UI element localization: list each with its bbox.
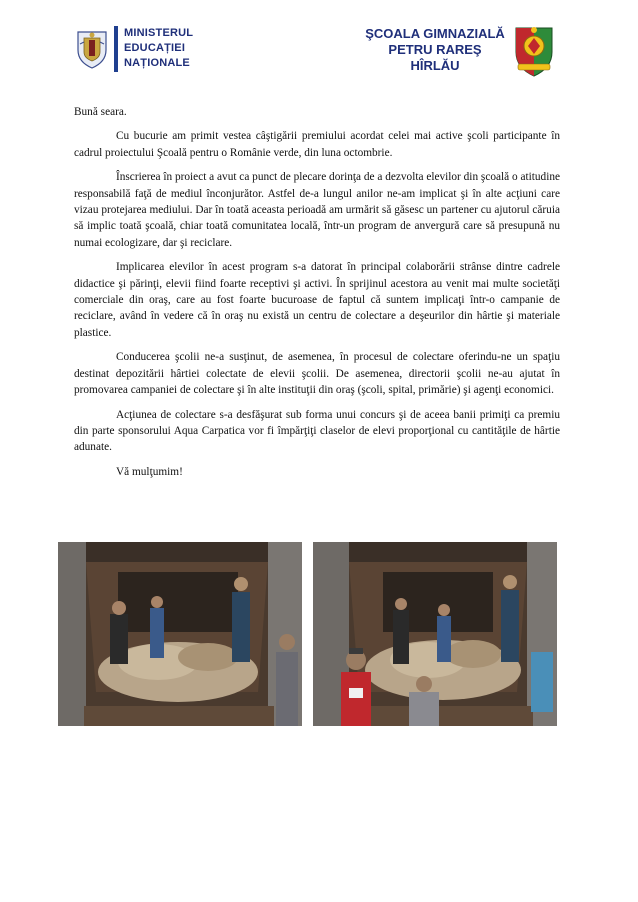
- ministry-line: NAȚIONALE: [124, 57, 190, 69]
- school-line: PETRU RAREŞ: [388, 42, 482, 57]
- ministry-line: EDUCAȚIEI: [124, 42, 186, 54]
- paragraph: Conducerea şcolii ne-a susţinut, de asemenea, în procesul de colectare oferindu-ne un spaţiu destinat depozitării hârtiei colectate de elevii şcolii. De asemenea, directorii şcolii ne-au ajutat în promovarea campaniei de colectare şi în alte instituţii din oraş (şcoli, spital, primărie) şi agenţi economici.: [74, 351, 560, 397]
- closing: Vă mulţumim!: [116, 465, 183, 478]
- school-name: [360, 26, 510, 74]
- school-header: [360, 24, 570, 80]
- school-emblem-icon: [510, 24, 558, 78]
- ministry-header: [74, 24, 224, 76]
- paragraph: Cu bucurie am primit vestea câştigării premiului acordat celei mai active şcoli participante în cadrul proiectului Şcoală pentru o Românie verde, din luna octombrie.: [74, 130, 560, 159]
- ministry-name: [124, 26, 234, 71]
- photo-truck-loading-1: [58, 542, 302, 726]
- header-divider: [114, 26, 118, 72]
- paragraph: Implicarea elevilor în acest program s-a datorat în principal colaborării strânse dintre cadrele didactice şi părinţi, elevii fiind foarte receptivi şi activi. În sprijinul acestora au venit mai multe societăţi comerciale din oraş, care au fost foarte bucuroase de faptul că suntem implicaţi într-o campanie de reciclare, având în vedere că în oraş nu există un centru de colectare a deşeurilor din hârtie şi materiale plastice.: [74, 261, 560, 339]
- paragraph: Acţiunea de colectare s-a desfăşurat sub forma unui concurs şi de aceea banii primiţi ca premiu din parte sponsorului Aqua Carpatica vor fi împărţiţi claselor de elevi proporţional cu cantităţile de hârtie adunate.: [74, 408, 560, 454]
- ministry-crest-icon: [74, 26, 110, 70]
- ministry-line: MINISTERUL: [124, 27, 194, 39]
- school-line: HÎRLĂU: [410, 58, 460, 73]
- letter-body: [74, 104, 560, 488]
- photo-truck-loading-2: [313, 542, 557, 726]
- greeting: Bună seara.: [74, 106, 127, 118]
- school-line: ŞCOALA GIMNAZIALĂ: [365, 26, 505, 41]
- paragraph: Înscrierea în proiect a avut ca punct de plecare dorinţa de a dezvolta elevilor din şcoală o atitudine responsabilă faţă de mediul înconjurător. Astfel de-a lungul anilor ne-am implicat şi în alte acţiuni care vizau protejarea mediului. Dar în toată aceasta perioadă am urmărit să găsesc un partener cu ajutorul căruia să implic toată şcoală, chiar toată comunitatea locală, într-un program de anvergură care să presupună nu numai ecologizare, dar şi reciclare.: [74, 171, 560, 249]
